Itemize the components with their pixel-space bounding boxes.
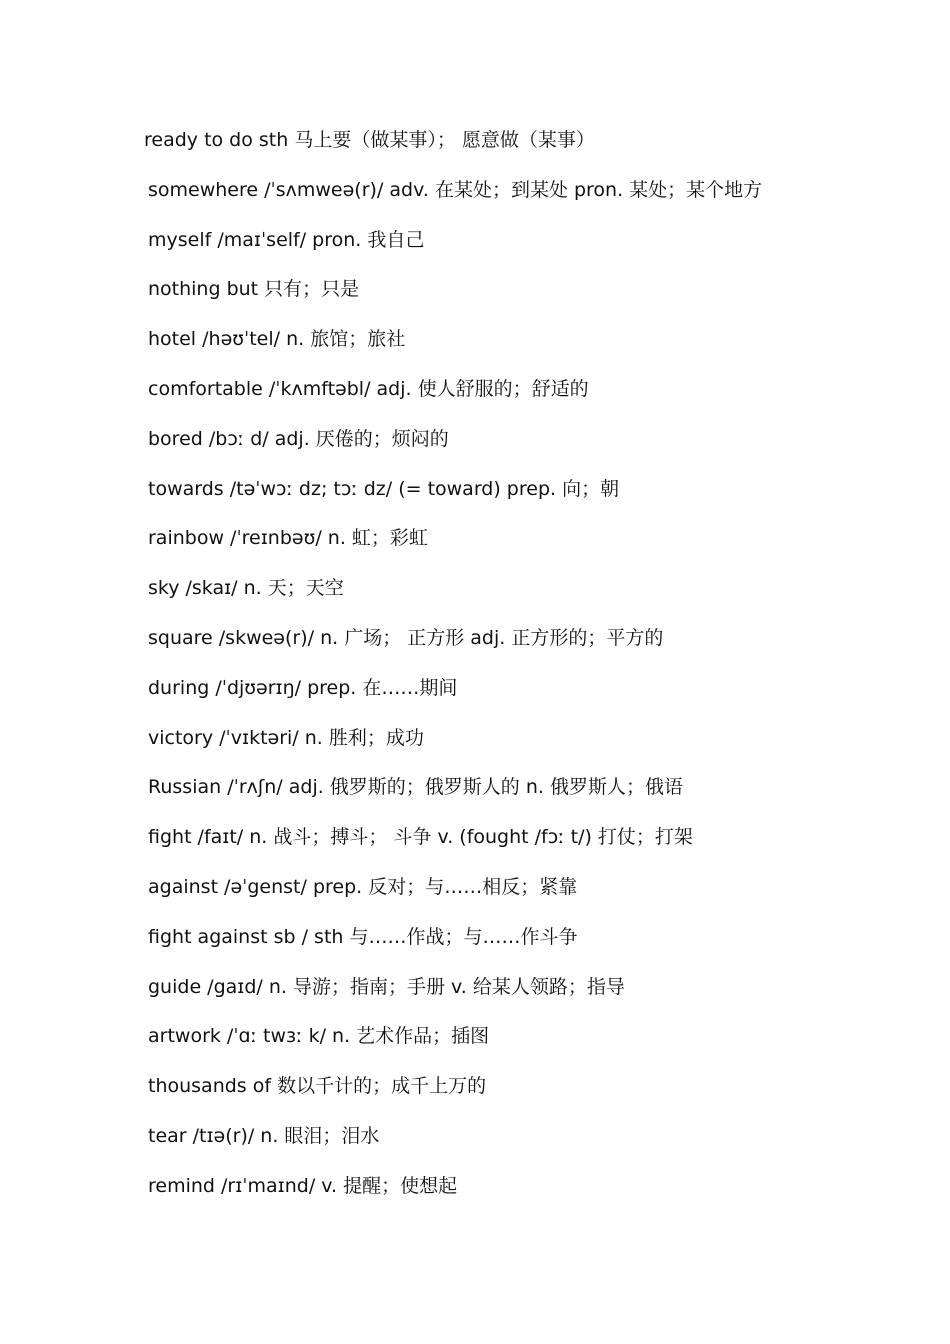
vocab-entry: thousands of 数以千计的；成千上万的 bbox=[148, 1075, 487, 1098]
vocab-entry: victory /ˈvɪktəri/ n. 胜利；成功 bbox=[148, 726, 424, 749]
vocab-entry: remind /rɪˈmaɪnd/ v. 提醒；使想起 bbox=[148, 1174, 458, 1197]
vocab-entry: ready to do sth 马上要（做某事）； 愿意做（某事） bbox=[144, 129, 595, 151]
vocab-entry: hotel /həʊˈtel/ n. 旅馆；旅社 bbox=[148, 328, 406, 351]
vocab-entry: bored /bɔː d/ adj. 厌倦的；烦闷的 bbox=[148, 427, 449, 450]
vocab-entry: myself /maɪˈself/ pron. 我自己 bbox=[148, 228, 425, 251]
vocab-entry: Russian /ˈrʌʃn/ adj. 俄罗斯的；俄罗斯人的 n. 俄罗斯人；俄语 bbox=[148, 776, 683, 799]
vocab-entry: fight against sb / sth 与……作战；与……作斗争 bbox=[148, 925, 578, 948]
vocab-entry: fight /faɪt/ n. 战斗；搏斗； 斗争 v. (fought /fɔː t/) 打仗；打架 bbox=[148, 826, 693, 849]
vocab-entry: guide /gaɪd/ n. 导游；指南；手册 v. 给某人领路；指导 bbox=[148, 975, 625, 998]
vocab-entry: during /ˈdjʊərɪŋ/ prep. 在……期间 bbox=[148, 676, 458, 699]
vocab-entry: tear /tɪə(r)/ n. 眼泪；泪水 bbox=[148, 1124, 380, 1147]
vocab-entry: somewhere /ˈsʌmweə(r)/ adv. 在某处；到某处 pron. 某处；某个地方 bbox=[148, 178, 763, 201]
vocab-entry: square /skweə(r)/ n. 广场； 正方形 adj. 正方形的；平方的 bbox=[148, 626, 664, 649]
vocab-entry: against /əˈgenst/ prep. 反对；与……相反；紧靠 bbox=[148, 875, 578, 898]
vocab-entry: sky /skaɪ/ n. 天；天空 bbox=[148, 577, 344, 600]
vocabulary-list bbox=[144, 120, 924, 1216]
vocab-entry: artwork /ˈɑː twɜː k/ n. 艺术作品；插图 bbox=[148, 1025, 490, 1048]
vocab-entry: comfortable /ˈkʌmftəbl/ adj. 使人舒服的；舒适的 bbox=[148, 377, 589, 400]
vocab-entry: rainbow /ˈreɪnbəʊ/ n. 虹；彩虹 bbox=[148, 527, 428, 550]
vocab-entry: nothing but 只有；只是 bbox=[148, 278, 360, 301]
vocab-entry: towards /təˈwɔː dz; tɔː dz/ (= toward) prep. 向；朝 bbox=[148, 477, 620, 500]
